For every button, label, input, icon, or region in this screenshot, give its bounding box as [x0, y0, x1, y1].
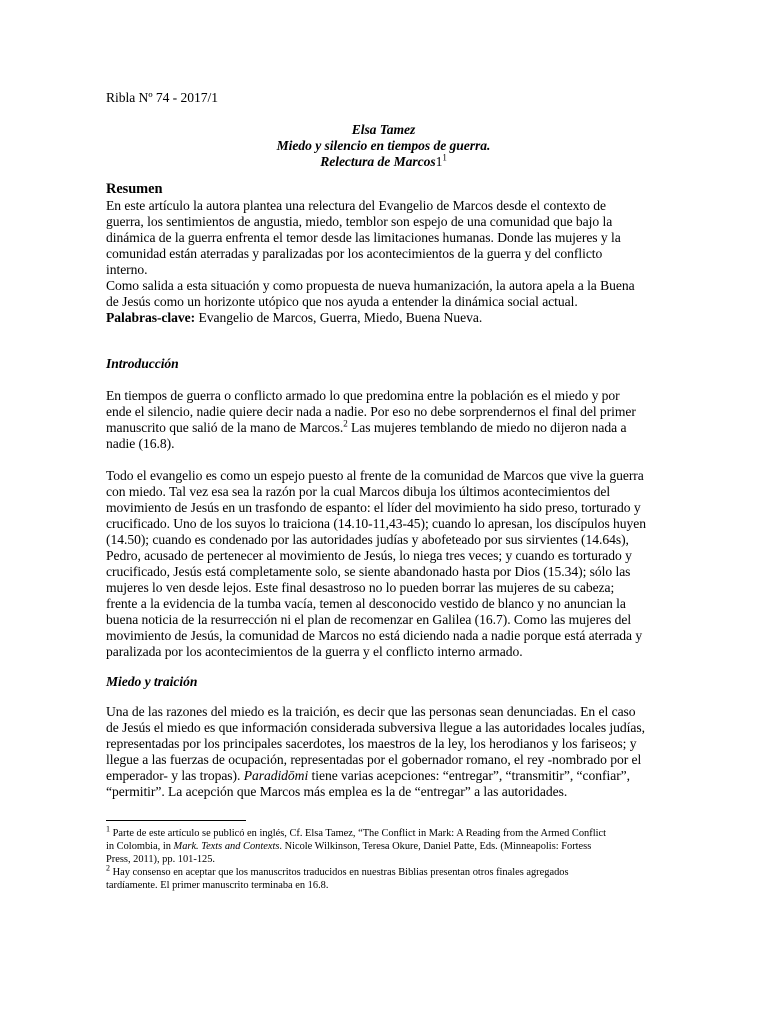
miedo-heading: Miedo y traición [106, 674, 198, 689]
paragraph-line: mujeres lo ven desde lejos. Este final desastroso no lo pueden borrar las mujeres de su cabeza; [106, 580, 615, 595]
footnote-text: . Nicole Wilkinson, Teresa Okure, Daniel Patte, Eds. (Minneapolis: Fortess [279, 841, 592, 852]
intro-paragraph-1 [106, 388, 661, 452]
paragraph-line: “permitir”. La acepción que Marcos más emplea es la de “entregar” a las autoridades. [106, 784, 568, 799]
resumen-line: de Jesús como un horizonte utópico que nos ayuda a entender la dinámica social actual. [106, 294, 578, 309]
subtitle-text: Relectura de Marcos [320, 154, 436, 169]
line-text: manuscrito que salió de la mano de Marcos. [106, 420, 344, 435]
line-text: tiene varias acepciones: “entregar”, “transmitir”, “confiar”, [308, 768, 631, 783]
journal-reference: Ribla Nº 74 - 2017/1 [106, 90, 218, 105]
paragraph-line: ende el silencio, nadie quiere decir nada a nadie. Por eso no debe sorprendernos el final del primer [106, 404, 636, 419]
paragraph-line: crucificado. Uno de los suyos lo traiciona (14.10-11,43-45); cuando lo apresan, los discípulos huyen [106, 516, 647, 531]
paragraph-line: frente a la evidencia de la tumba vacía, temen al desconocido vestido de blanco y no anuncian la [106, 596, 626, 611]
resumen-heading: Resumen [106, 181, 163, 197]
miedo-paragraph [106, 704, 661, 800]
intro-paragraph-2 [106, 468, 661, 660]
paragraph-line: con miedo. Tal vez esa sea la razón por la cual Marcos dibuja los últimos acontecimientos del [106, 484, 611, 499]
paragraph-line: paralizada por los acontecimientos de la guerra y el conflicto interno armado. [106, 644, 523, 659]
footnote-text: Hay consenso en aceptar que los manuscritos traducidos en nuestras Biblias presentan otros finales agregados [110, 867, 569, 878]
line-text: Las mujeres temblando de miedo no dijeron nada a [347, 420, 627, 435]
paragraph-line: crucificado, Jesús está completamente solo, se siente abandonado hasta por Dios (15.34); sólo las [106, 564, 631, 579]
intro-heading: Introducción [106, 356, 179, 371]
footnote-1-cont [106, 840, 661, 853]
footnote-separator [106, 820, 246, 821]
greek-term: Paradidōmi [243, 768, 309, 783]
footnotes [106, 824, 661, 892]
paragraph-line: Una de las razones del miedo es la traición, es decir que las personas sean denunciadas. En el caso [106, 704, 636, 719]
paragraph-line: nadie (16.8). [106, 436, 175, 451]
paragraph-line: de Jesús el miedo es que información considerada subversiva llegue a las autoridades locales judías, [106, 720, 645, 735]
footnote-1 [106, 824, 661, 840]
paragraph-line: (14.50); cuando es condenado por las autoridades judías y abofeteado por sus sirvientes (14.64s), [106, 532, 629, 547]
keywords-value: Evangelio de Marcos, Guerra, Miedo, Buena Nueva. [198, 310, 483, 325]
resumen-line: Como salida a esta situación y como propuesta de nueva humanización, la autora apela a la Buena [106, 278, 635, 293]
resumen-line: comunidad están aterradas y paralizadas por los acontecimientos de la guerra y del conflicto [106, 246, 603, 261]
paragraph-line [106, 420, 661, 436]
footnote-1-cont: Press, 2011), pp. 101-125. [106, 854, 215, 865]
subtitle-marker: 1 [435, 154, 443, 169]
keywords [106, 310, 661, 326]
paragraph-line: Todo el evangelio es como un espejo puesto al frente de la comunidad de Marcos que vive la guerra [106, 468, 644, 483]
author-name: Elsa Tamez [351, 122, 416, 137]
book-title: Mark. Texts and Contexts [173, 841, 280, 852]
line-text: emperador- y las tropas). [106, 768, 244, 783]
footnote-text: in Colombia, in [106, 841, 174, 852]
article-title: Miedo y silencio en tiempos de guerra. [276, 138, 491, 153]
resumen-line: interno. [106, 262, 148, 277]
resumen-body [106, 198, 661, 326]
footnote-ref-1: 1 [442, 152, 447, 163]
article-subtitle [106, 154, 661, 170]
footnote-ref-2: 2 [343, 418, 348, 429]
resumen-line: guerra, los sentimientos de angustia, miedo, temblor son espejo de una comunidad que bajo la [106, 214, 613, 229]
paragraph-line: En tiempos de guerra o conflicto armado lo que predomina entre la población es el miedo y por [106, 388, 620, 403]
paragraph-line: representadas por los principales sacerdotes, los maestros de la ley, los herodianos y los fariseos; y [106, 736, 637, 751]
paragraph-line [106, 768, 661, 784]
keywords-label: Palabras-clave: [106, 310, 196, 325]
footnote-2-cont: tardíamente. El primer manuscrito terminaba en 16.8. [106, 880, 329, 891]
paragraph-line: buena noticia de la resurrección ni el plan de recomenzar en Galilea (16.7). Como las mujeres del [106, 612, 632, 627]
footnote-2 [106, 863, 661, 879]
footnote-number: 1 [106, 824, 110, 834]
paragraph-line: llegue a las fuerzas de ocupación, representadas por el gobernador romano, el rey -nombrado por el [106, 752, 642, 767]
footnote-number: 2 [106, 863, 110, 873]
paragraph-line: Pedro, acusado de pertenecer al movimiento de Jesús, lo niega tres veces; y cuando es torturado y [106, 548, 632, 563]
resumen-line: En este artículo la autora plantea una relectura del Evangelio de Marcos desde el contexto de [106, 198, 606, 213]
resumen-line: dinámica de la guerra enfrenta el temor desde las limitaciones humanas. Donde las mujeres y la [106, 230, 621, 245]
footnote-text: Parte de este artículo se publicó en inglés, Cf. Elsa Tamez, “The Conflict in Mark: A Reading from the Armed Conflict [110, 828, 606, 839]
paragraph-line: movimiento de Jesús, la comunidad de Marcos no está diciendo nada a nadie porque está aterrada y [106, 628, 643, 643]
paragraph-line: movimiento de Jesús en un trasfondo de espanto: el líder del movimiento ha sido preso, torturado y [106, 500, 641, 515]
document-page [106, 90, 661, 892]
